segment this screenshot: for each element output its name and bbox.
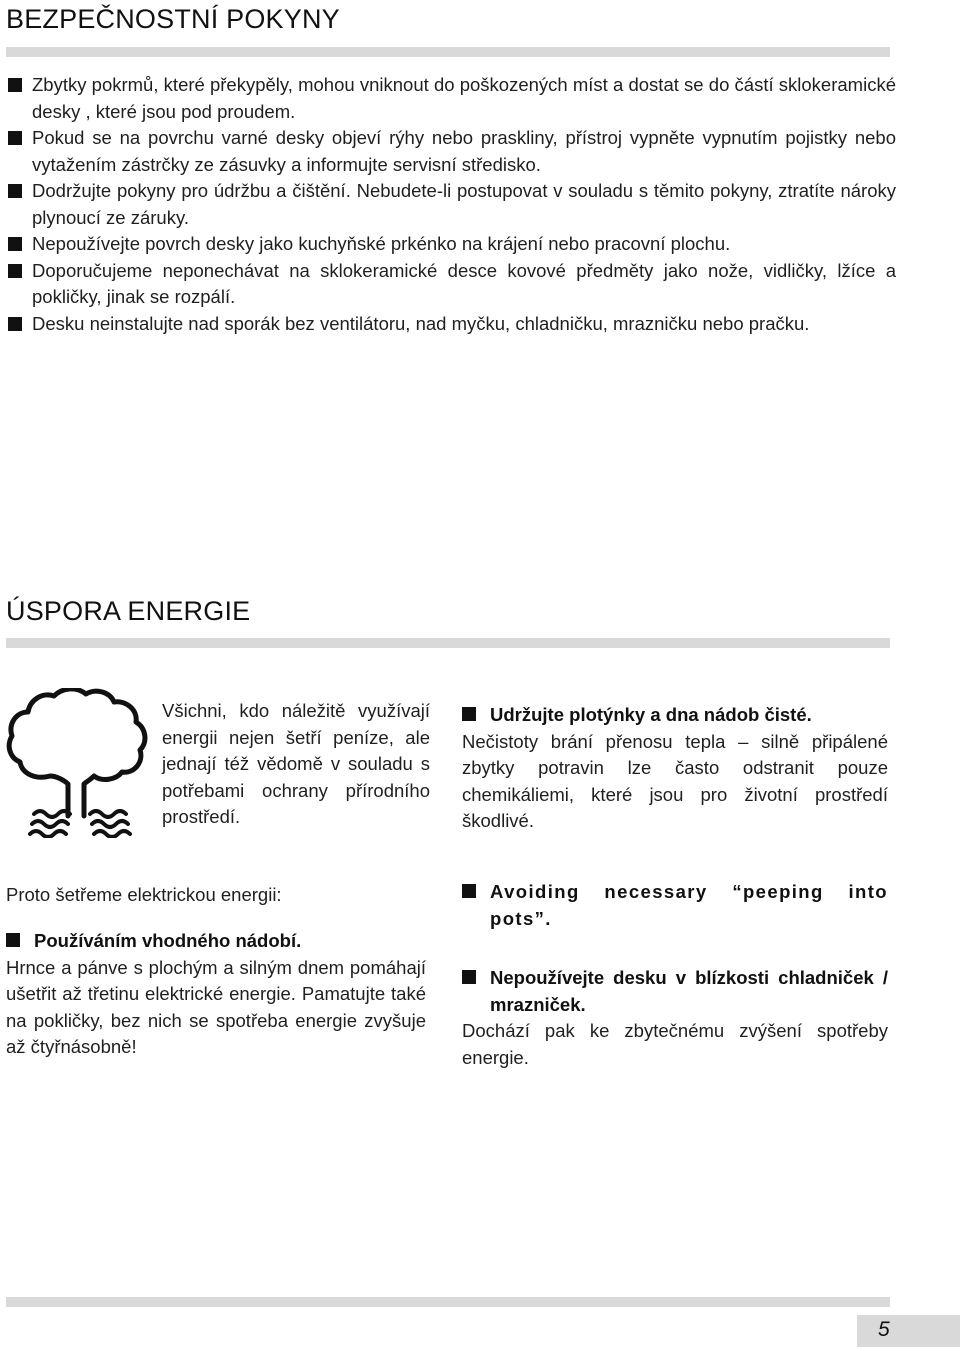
bullet-square-icon <box>8 317 22 331</box>
tip-text: Nečistoty brání přenosu tepla – silně připálené zbytky potravin lze často odstranit pouze chemikáliemi, které jsou pro životní prostředí škodlivé. <box>462 730 888 831</box>
bullet-square-icon <box>462 884 476 898</box>
bullet-square-icon <box>462 970 476 984</box>
energy-lead: Proto šetřeme elektrickou energii: <box>6 884 282 905</box>
bullet-square-icon <box>462 707 476 721</box>
tip-text: Hrnce a pánve s plochým a silným dnem pomáhají ušetřit až třetinu elektrické energie. Pamatujte také na pokličky, bez nich se spotřeba energie zvyšuje až čtyřnásobně! <box>6 956 426 1057</box>
tip-heading <box>462 702 888 729</box>
bullet-square-icon <box>8 264 22 278</box>
page-number-box <box>857 1315 960 1347</box>
tip-block <box>462 879 888 932</box>
bullet-square-icon <box>8 184 22 198</box>
list-item <box>6 231 896 258</box>
tip-heading <box>462 879 888 932</box>
safety-list <box>6 72 896 337</box>
tip-heading <box>462 965 888 1018</box>
bullet-square-icon <box>8 237 22 251</box>
tip-heading-text: Používáním vhodného nádobí. <box>34 930 302 951</box>
tip-block <box>6 928 426 1061</box>
list-item <box>6 258 896 311</box>
tip-heading <box>6 928 426 955</box>
page-number: 5 <box>878 1318 890 1341</box>
tip-text: Dochází pak ke zbytečnému zvýšení spotřeby energie. <box>462 1020 888 1068</box>
list-item <box>6 125 896 178</box>
bullet-square-icon <box>8 78 22 92</box>
bullet-square-icon <box>8 131 22 145</box>
tip-heading-text: Udržujte plotýnky a dna nádob čisté. <box>490 704 812 725</box>
tip-heading-text: Nepoužívejte desku v blízkosti chladniček / mrazniček. <box>490 967 888 1015</box>
bullet-square-icon <box>6 933 20 947</box>
energy-title: ÚSPORA ENERGIE <box>6 596 251 626</box>
section-divider <box>6 638 890 648</box>
tip-block <box>462 702 888 835</box>
tip-heading-text: Avoiding necessary “peeping into pots”. <box>490 881 888 929</box>
list-item-text: Desku neinstalujte nad sporák bez ventilátoru, nad myčku, chladničku, mrazničku nebo pračku. <box>32 312 810 334</box>
tip-block <box>462 965 888 1071</box>
list-item <box>6 178 896 231</box>
list-item-text: Doporučujeme neponechávat na sklokeramické desce kovové předměty jako nože, vidličky, lžíce a pokličky, jinak se rozpálí. <box>32 259 896 307</box>
list-item <box>6 72 896 125</box>
energy-intro: Všichni, kdo náležitě využívají energii nejen šetří peníze, ale jednají též vědomě v souladu s potřebami ochrany přírodního prostředí. <box>162 700 430 827</box>
tree-icon <box>6 688 152 838</box>
list-item-text: Zbytky pokrmů, které překypěly, mohou vniknout do poškozených míst a dostat se do částí sklokeramické desky , které jsou pod proudem. <box>32 74 896 122</box>
list-item-text: Pokud se na povrchu varné desky objeví rýhy nebo praskliny, přístroj vypněte vypnutím pojistky nebo vytažením zástrčky ze zásuvky a informujte servisní středisko. <box>32 127 896 175</box>
list-item-text: Dodržujte pokyny pro údržbu a čištění. Nebudete-li postupovat v souladu s těmito pokyny, ztratíte nároky plynoucí ze záruky. <box>32 180 896 228</box>
safety-title: BEZPEČNOSTNÍ POKYNY <box>6 4 340 34</box>
list-item <box>6 311 896 338</box>
list-item-text: Nepoužívejte povrch desky jako kuchyňské prkénko na krájení nebo pracovní plochu. <box>32 233 731 254</box>
footer-divider <box>6 1297 890 1307</box>
section-divider <box>6 47 890 57</box>
